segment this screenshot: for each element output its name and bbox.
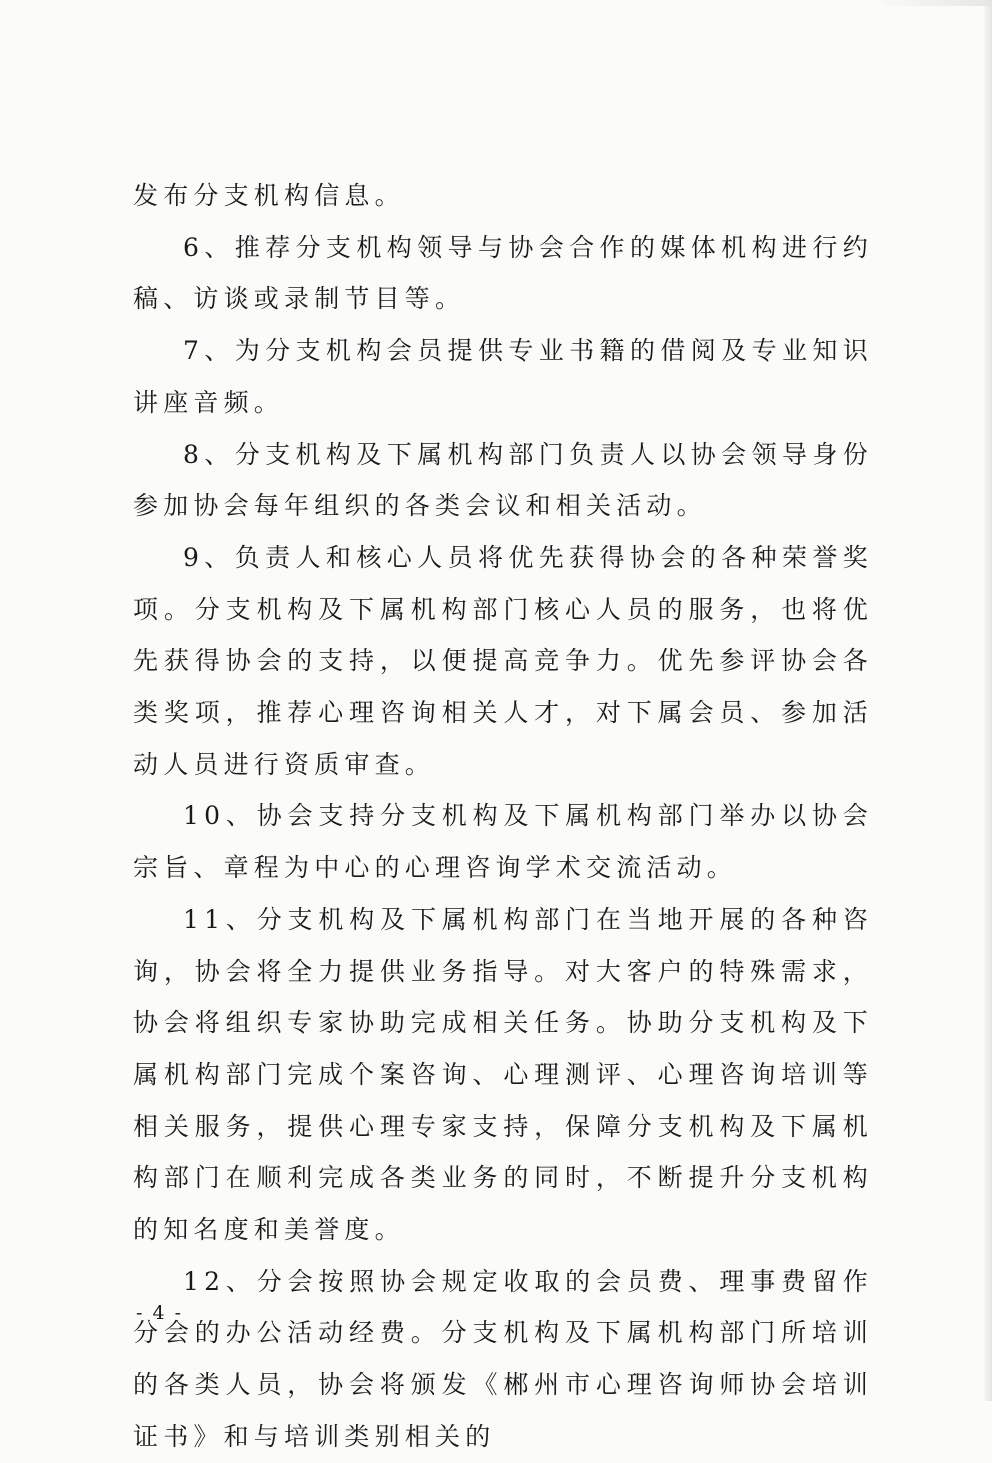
scan-edge-top — [872, 0, 992, 6]
paragraph-item-10: 10、协会支持分支机构及下属机构部门举办以协会宗旨、章程为中心的心理咨询学术交流活动。 — [133, 801, 873, 883]
page-number: - 4 - — [136, 1302, 184, 1324]
paragraph-item-9: 9、负责人和核心人员将优先获得协会的各种荣誉奖项。分支机构及下属机构部门核心人员的服务，也将优先获得协会的支持，以便提高竞争力。优先参评协会各类奖项，推荐心理咨询相关人才，对下属会员、参加活动人员进行资质审查。 — [133, 542, 873, 779]
paragraph-item-8: 8、分支机构及下属机构部门负责人以协会领导身份参加协会每年组织的各类会议和相关活动。 — [133, 439, 873, 521]
paragraph-continuation: 发布分支机构信息。 — [133, 181, 405, 210]
paragraph-item-7: 7、为分支机构会员提供专业书籍的借阅及专业知识讲座音频。 — [133, 336, 873, 417]
paragraph-item-6: 6、推荐分支机构领导与协会合作的媒体机构进行约稿、访谈或录制节目等。 — [133, 232, 873, 314]
paragraph-item-11: 11、分支机构及下属机构部门在当地开展的各种咨询，协会将全力提供业务指导。对大客户的特殊需求，协会将组织专家协助完成相关任务。协助分支机构及下属机构部门完成个案咨询、心理测评、心理咨询培训等相关服务，提供心理专家支持，保障分支机构及下属机构部门在顺利完成各类业务的同时，不断提升分支机构的知名度和美誉度。 — [133, 904, 873, 1245]
scan-edge — [984, 0, 992, 1401]
paragraph-item-12: 12、分会按照协会规定收取的会员费、理事费留作分会的办公活动经费。分支机构及下属机构部门所培训的各类人员，协会将颁发《郴州市心理咨询师协会培训证书》和与培训类别相关的 — [133, 1266, 873, 1451]
document-body — [133, 170, 873, 1463]
